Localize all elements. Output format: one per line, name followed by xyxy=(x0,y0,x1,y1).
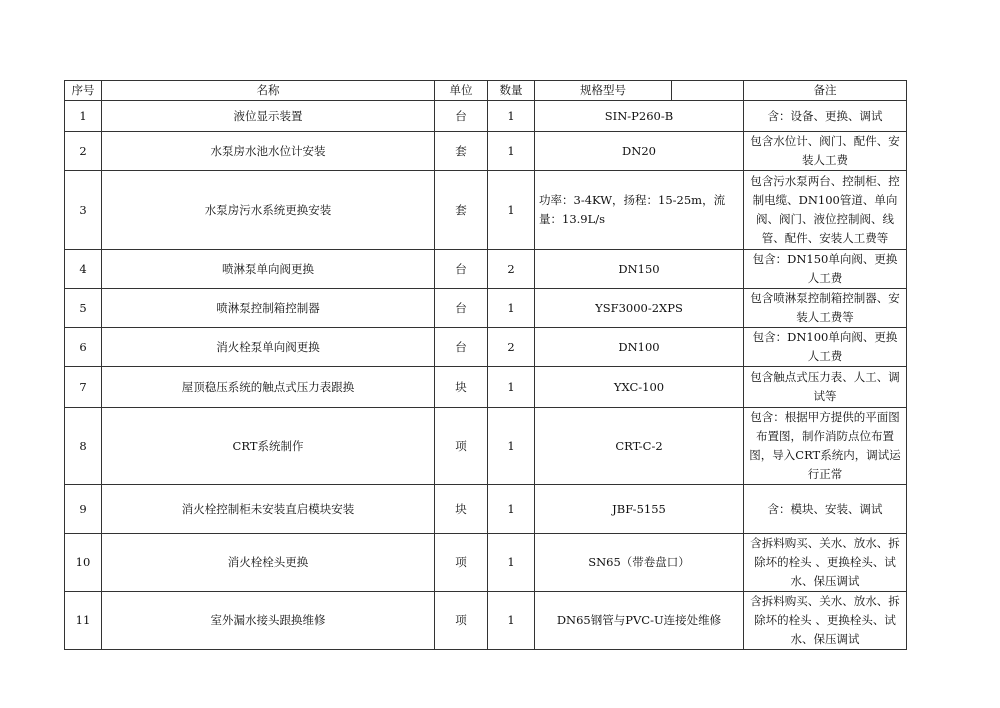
table-row xyxy=(65,367,907,408)
cell-index: 7 xyxy=(65,367,102,408)
cell-quantity: 1 xyxy=(488,289,535,328)
cell-unit: 项 xyxy=(435,408,488,485)
cell-note: 包含水位计、阀门、配件、安装人工费 xyxy=(744,132,907,171)
cell-quantity: 1 xyxy=(488,408,535,485)
cell-name: 水泵房水池水位计安装 xyxy=(102,132,435,171)
header-model: 规格型号 xyxy=(535,81,672,101)
cell-index: 1 xyxy=(65,101,102,132)
cell-name: 消火栓泵单向阀更换 xyxy=(102,328,435,367)
cell-name: 喷淋泵控制箱控制器 xyxy=(102,289,435,328)
cell-note: 包含：DN100单向阀、更换人工费 xyxy=(744,328,907,367)
cell-index: 2 xyxy=(65,132,102,171)
cell-name: 屋顶稳压系统的触点式压力表跟换 xyxy=(102,367,435,408)
cell-unit: 台 xyxy=(435,250,488,289)
header-blank xyxy=(672,81,744,101)
cell-note: 含：模块、安装、调试 xyxy=(744,485,907,534)
cell-note: 含：设备、更换、调试 xyxy=(744,101,907,132)
header-index: 序号 xyxy=(65,81,102,101)
table-row xyxy=(65,101,907,132)
cell-quantity: 1 xyxy=(488,592,535,650)
cell-model: SN65（带卷盘口） xyxy=(535,534,744,592)
table-row xyxy=(65,171,907,250)
cell-note: 含拆料购买、关水、放水、拆除坏的栓头 、更换栓头、试水、保压调试 xyxy=(744,592,907,650)
cell-name: 水泵房污水系统更换安装 xyxy=(102,171,435,250)
cell-unit: 台 xyxy=(435,289,488,328)
header-unit: 单位 xyxy=(435,81,488,101)
cell-model: DN20 xyxy=(535,132,744,171)
cell-index: 11 xyxy=(65,592,102,650)
cell-unit: 块 xyxy=(435,367,488,408)
header-name: 名称 xyxy=(102,81,435,101)
cell-name: 室外漏水接头跟换维修 xyxy=(102,592,435,650)
cell-quantity: 1 xyxy=(488,101,535,132)
cell-note: 包含：DN150单向阀、更换人工费 xyxy=(744,250,907,289)
cell-name: CRT系统制作 xyxy=(102,408,435,485)
cell-name: 消火栓控制柜未安装直启模块安装 xyxy=(102,485,435,534)
cell-unit: 项 xyxy=(435,534,488,592)
table-row xyxy=(65,132,907,171)
header-quantity: 数量 xyxy=(488,81,535,101)
cell-name: 消火栓栓头更换 xyxy=(102,534,435,592)
cell-model: YSF3000-2XPS xyxy=(535,289,744,328)
table-row xyxy=(65,592,907,650)
cell-model: CRT-C-2 xyxy=(535,408,744,485)
cell-note: 包含触点式压力表、人工、调试等 xyxy=(744,367,907,408)
cell-unit: 块 xyxy=(435,485,488,534)
cell-unit: 套 xyxy=(435,132,488,171)
cell-index: 4 xyxy=(65,250,102,289)
cell-name: 液位显示装置 xyxy=(102,101,435,132)
cell-index: 5 xyxy=(65,289,102,328)
cell-model: 功率：3-4KW，扬程：15-25m，流量：13.9L/s xyxy=(535,171,744,250)
cell-quantity: 1 xyxy=(488,171,535,250)
cell-quantity: 1 xyxy=(488,367,535,408)
cell-index: 8 xyxy=(65,408,102,485)
equipment-spec-table xyxy=(64,80,907,650)
cell-unit: 项 xyxy=(435,592,488,650)
cell-quantity: 1 xyxy=(488,534,535,592)
cell-index: 10 xyxy=(65,534,102,592)
table-header-row xyxy=(65,81,907,101)
cell-name: 喷淋泵单向阀更换 xyxy=(102,250,435,289)
cell-note: 包含：根据甲方提供的平面图布置图，制作消防点位布置图，导入CRT系统内，调试运行正常 xyxy=(744,408,907,485)
cell-quantity: 2 xyxy=(488,250,535,289)
cell-note: 含拆料购买、关水、放水、拆除坏的栓头 、更换栓头、试水、保压调试 xyxy=(744,534,907,592)
cell-unit: 台 xyxy=(435,101,488,132)
cell-model: SIN-P260-B xyxy=(535,101,744,132)
cell-model: DN65钢管与PVC-U连接处维修 xyxy=(535,592,744,650)
cell-index: 6 xyxy=(65,328,102,367)
table-row xyxy=(65,328,907,367)
table-row xyxy=(65,408,907,485)
cell-model: DN100 xyxy=(535,328,744,367)
cell-quantity: 2 xyxy=(488,328,535,367)
table-row xyxy=(65,534,907,592)
cell-note: 包含污水泵两台、控制柜、控制电缆、DN100管道、单向阀、阀门、液位控制阀、线管、配件、安装人工费等 xyxy=(744,171,907,250)
table-row xyxy=(65,250,907,289)
cell-quantity: 1 xyxy=(488,132,535,171)
header-note: 备注 xyxy=(744,81,907,101)
cell-quantity: 1 xyxy=(488,485,535,534)
cell-unit: 套 xyxy=(435,171,488,250)
cell-index: 3 xyxy=(65,171,102,250)
cell-model: YXC-100 xyxy=(535,367,744,408)
table-row xyxy=(65,289,907,328)
cell-note: 包含喷淋泵控制箱控制器、安装人工费等 xyxy=(744,289,907,328)
cell-model: DN150 xyxy=(535,250,744,289)
cell-index: 9 xyxy=(65,485,102,534)
cell-unit: 台 xyxy=(435,328,488,367)
cell-model: JBF-5155 xyxy=(535,485,744,534)
table-row xyxy=(65,485,907,534)
